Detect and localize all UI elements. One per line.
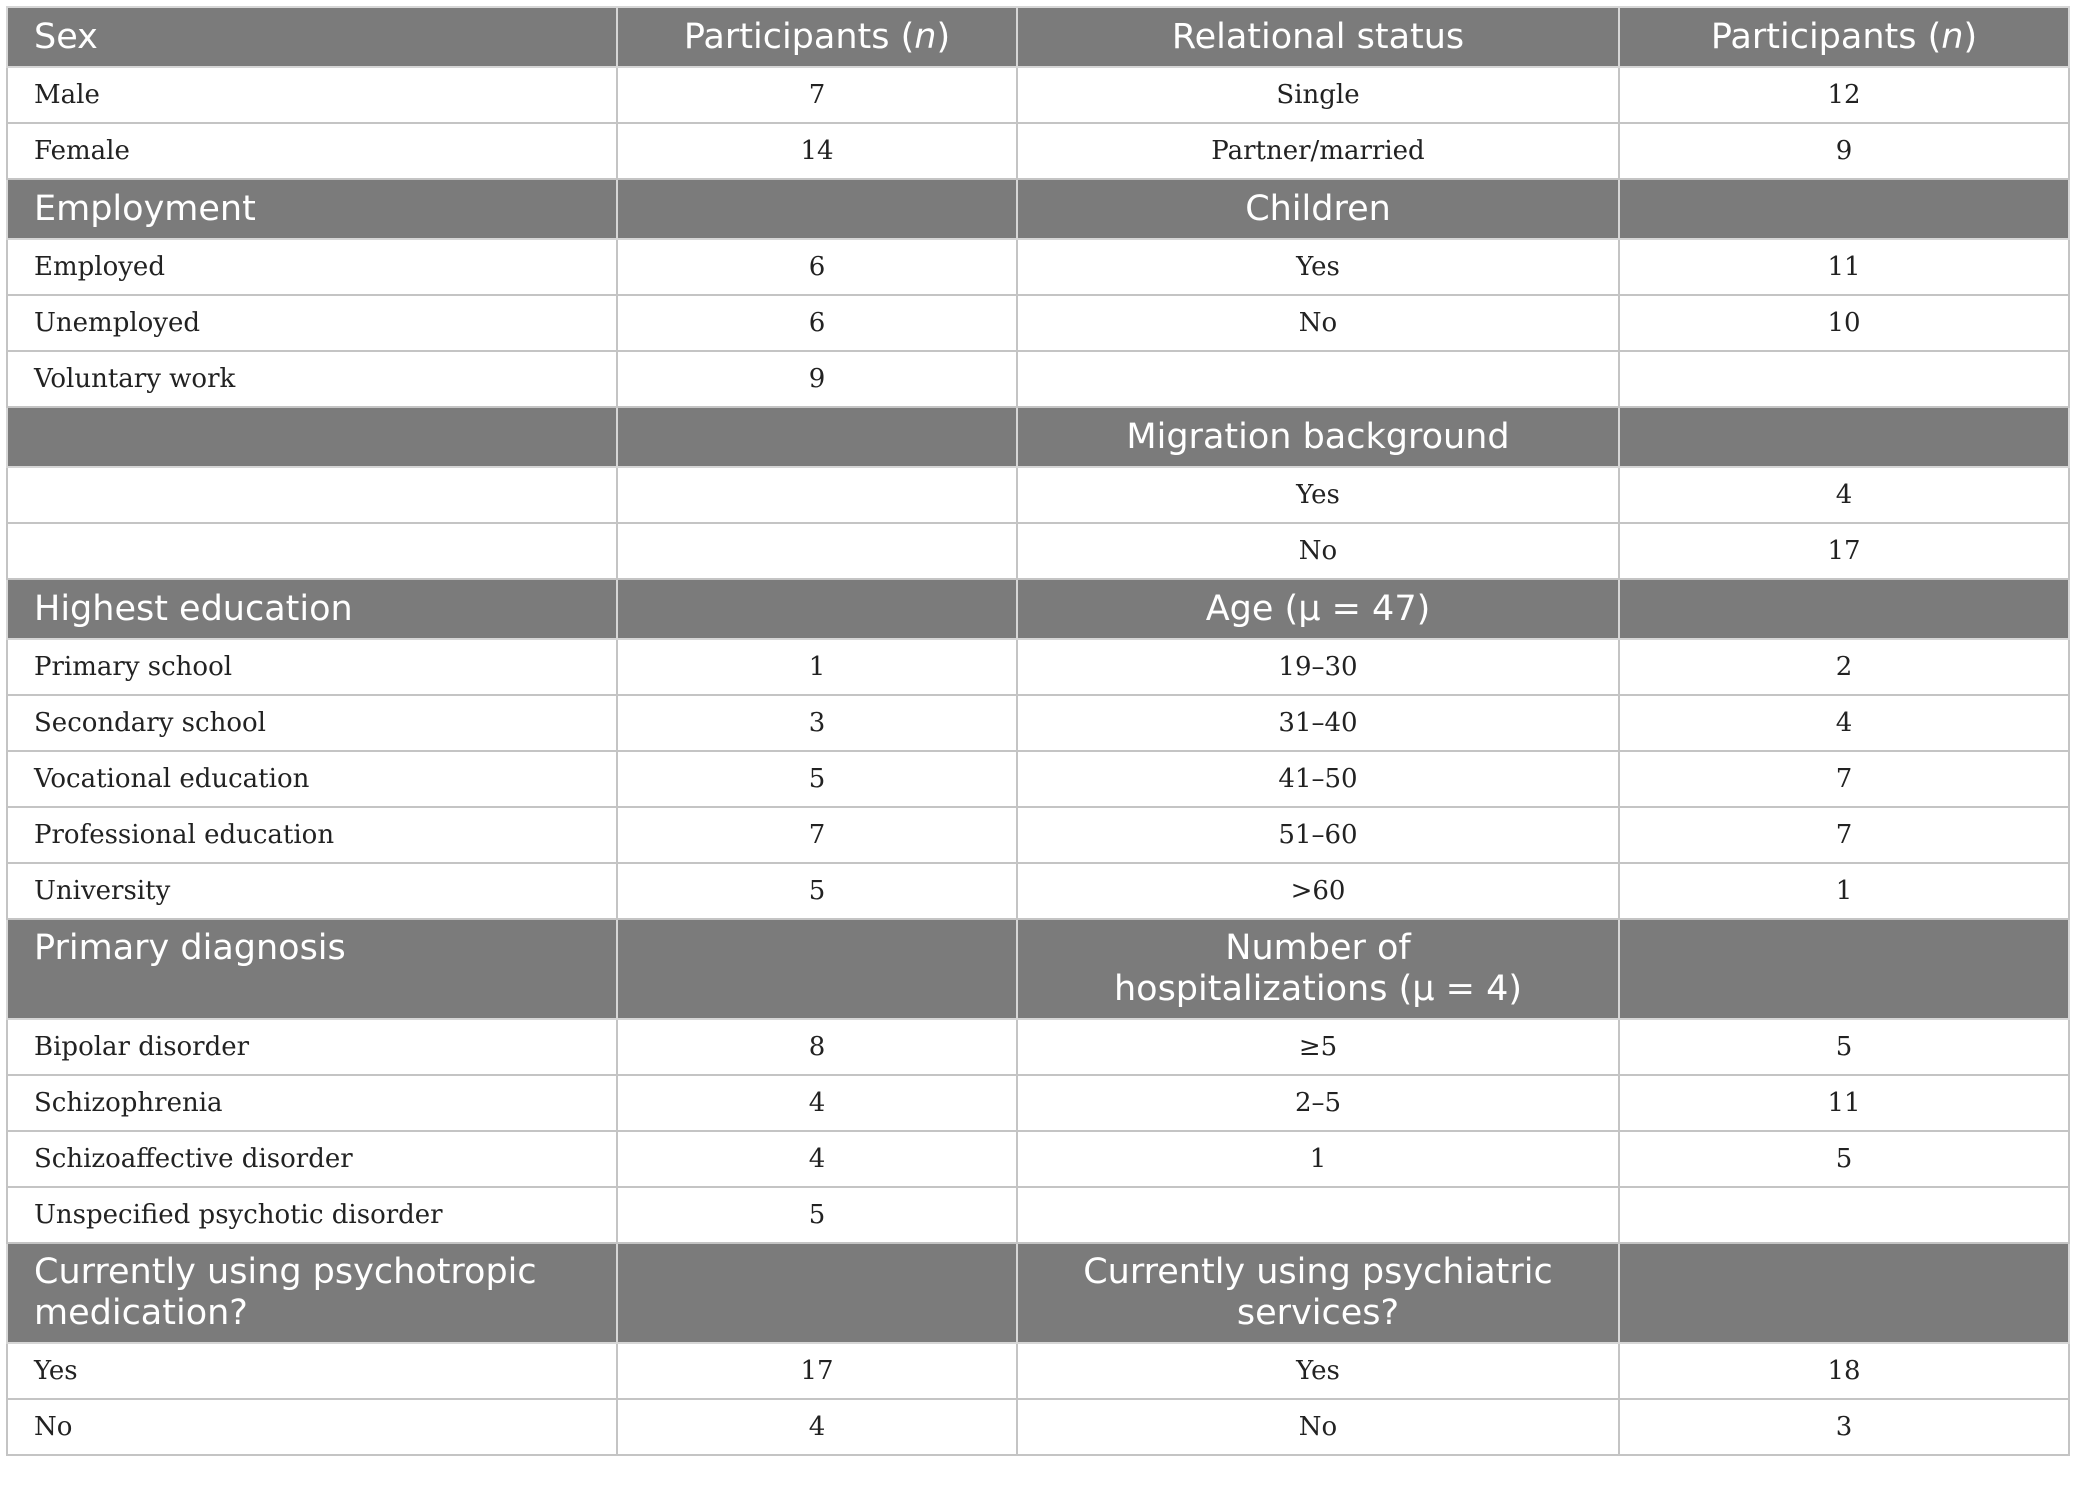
table-cell: 7 — [617, 67, 1017, 123]
table-cell: 1 — [1017, 1131, 1619, 1187]
table-cell: Yes — [7, 1343, 617, 1399]
table-cell: Male — [7, 67, 617, 123]
table-cell: 6 — [617, 295, 1017, 351]
table-cell — [1619, 351, 2069, 407]
table-cell — [1619, 1187, 2069, 1243]
table-cell: Professional education — [7, 807, 617, 863]
table-cell — [7, 467, 617, 523]
header-cell: Currently using psychotropic medication? — [7, 1243, 617, 1343]
table-cell: 2–5 — [1017, 1075, 1619, 1131]
table-row — [7, 639, 2069, 695]
table-header-row — [7, 1243, 2069, 1343]
header-cell — [7, 407, 617, 467]
table-cell: 7 — [1619, 751, 2069, 807]
table-row — [7, 807, 2069, 863]
table-row — [7, 351, 2069, 407]
table-cell: Schizophrenia — [7, 1075, 617, 1131]
table-cell: 9 — [617, 351, 1017, 407]
header-cell: Participants (n) — [1619, 7, 2069, 67]
table-cell: Yes — [1017, 239, 1619, 295]
table-row — [7, 295, 2069, 351]
header-cell: Sex — [7, 7, 617, 67]
table-row — [7, 239, 2069, 295]
header-cell: Highest education — [7, 579, 617, 639]
table-cell: 3 — [1619, 1399, 2069, 1455]
table-cell: 5 — [1619, 1019, 2069, 1075]
table-cell: Primary school — [7, 639, 617, 695]
table-row — [7, 1131, 2069, 1187]
table-cell: 1 — [617, 639, 1017, 695]
table-row — [7, 695, 2069, 751]
header-cell: Employment — [7, 179, 617, 239]
table-cell: 5 — [1619, 1131, 2069, 1187]
header-cell: Age (μ = 47) — [1017, 579, 1619, 639]
table-row — [7, 863, 2069, 919]
table-cell: 9 — [1619, 123, 2069, 179]
table-cell: Employed — [7, 239, 617, 295]
table-row — [7, 123, 2069, 179]
header-cell — [1619, 1243, 2069, 1343]
table-cell — [617, 523, 1017, 579]
table-row — [7, 1187, 2069, 1243]
table-cell: Single — [1017, 67, 1619, 123]
table-cell: 19–30 — [1017, 639, 1619, 695]
table-header-row — [7, 407, 2069, 467]
table-cell: 7 — [617, 807, 1017, 863]
table-cell: University — [7, 863, 617, 919]
table-cell: 1 — [1619, 863, 2069, 919]
table-cell: Voluntary work — [7, 351, 617, 407]
table-cell: 7 — [1619, 807, 2069, 863]
table-header-row — [7, 7, 2069, 67]
table-header-row — [7, 919, 2069, 1019]
table-row — [7, 67, 2069, 123]
table-cell: Vocational education — [7, 751, 617, 807]
header-cell — [617, 179, 1017, 239]
table-cell — [617, 467, 1017, 523]
table-cell: 2 — [1619, 639, 2069, 695]
table-cell: No — [1017, 523, 1619, 579]
table-cell: 4 — [617, 1075, 1017, 1131]
table-cell: ≥5 — [1017, 1019, 1619, 1075]
table-cell: Schizoaffective disorder — [7, 1131, 617, 1187]
table-cell: No — [7, 1399, 617, 1455]
table-cell: 4 — [617, 1399, 1017, 1455]
table-cell: Unemployed — [7, 295, 617, 351]
table-header-row — [7, 179, 2069, 239]
table-cell: 17 — [1619, 523, 2069, 579]
table-cell — [1017, 351, 1619, 407]
header-cell — [1619, 179, 2069, 239]
table-cell: 51–60 — [1017, 807, 1619, 863]
table-cell: Partner/married — [1017, 123, 1619, 179]
table-row — [7, 1075, 2069, 1131]
table-cell: Secondary school — [7, 695, 617, 751]
table-cell: Female — [7, 123, 617, 179]
table-row — [7, 1343, 2069, 1399]
table-cell: 3 — [617, 695, 1017, 751]
header-cell — [617, 579, 1017, 639]
header-cell — [617, 919, 1017, 1019]
header-cell: Currently using psychiatric services? — [1017, 1243, 1619, 1343]
table-cell: 5 — [617, 751, 1017, 807]
header-cell — [1619, 579, 2069, 639]
table-cell: Unspecified psychotic disorder — [7, 1187, 617, 1243]
table-row — [7, 523, 2069, 579]
table-cell — [7, 523, 617, 579]
header-cell: Migration background — [1017, 407, 1619, 467]
table-cell: 5 — [617, 1187, 1017, 1243]
table-row — [7, 1399, 2069, 1455]
table-cell: No — [1017, 295, 1619, 351]
table-cell: No — [1017, 1399, 1619, 1455]
table-cell: 41–50 — [1017, 751, 1619, 807]
header-cell: Number of hospitalizations (μ = 4) — [1017, 919, 1619, 1019]
table-row — [7, 751, 2069, 807]
header-cell — [1619, 919, 2069, 1019]
table-cell: Yes — [1017, 467, 1619, 523]
header-cell: Participants (n) — [617, 7, 1017, 67]
table-cell: Yes — [1017, 1343, 1619, 1399]
table-row — [7, 467, 2069, 523]
table-cell: 4 — [1619, 695, 2069, 751]
table-header-row — [7, 579, 2069, 639]
table-cell: 31–40 — [1017, 695, 1619, 751]
header-cell — [617, 407, 1017, 467]
table-cell — [1017, 1187, 1619, 1243]
demographics-table — [6, 6, 2070, 1456]
header-cell: Children — [1017, 179, 1619, 239]
table-cell: 11 — [1619, 239, 2069, 295]
table-cell: 12 — [1619, 67, 2069, 123]
header-cell: Primary diagnosis — [7, 919, 617, 1019]
table-cell: 8 — [617, 1019, 1017, 1075]
table-cell: 5 — [617, 863, 1017, 919]
table-cell: 4 — [1619, 467, 2069, 523]
table-row — [7, 1019, 2069, 1075]
table-cell: 6 — [617, 239, 1017, 295]
table-cell: 17 — [617, 1343, 1017, 1399]
table-cell: Bipolar disorder — [7, 1019, 617, 1075]
table-cell: 11 — [1619, 1075, 2069, 1131]
table-cell: 10 — [1619, 295, 2069, 351]
header-cell: Relational status — [1017, 7, 1619, 67]
table-cell: 18 — [1619, 1343, 2069, 1399]
header-cell — [1619, 407, 2069, 467]
table-cell: >60 — [1017, 863, 1619, 919]
header-cell — [617, 1243, 1017, 1343]
table-cell: 4 — [617, 1131, 1017, 1187]
table-cell: 14 — [617, 123, 1017, 179]
